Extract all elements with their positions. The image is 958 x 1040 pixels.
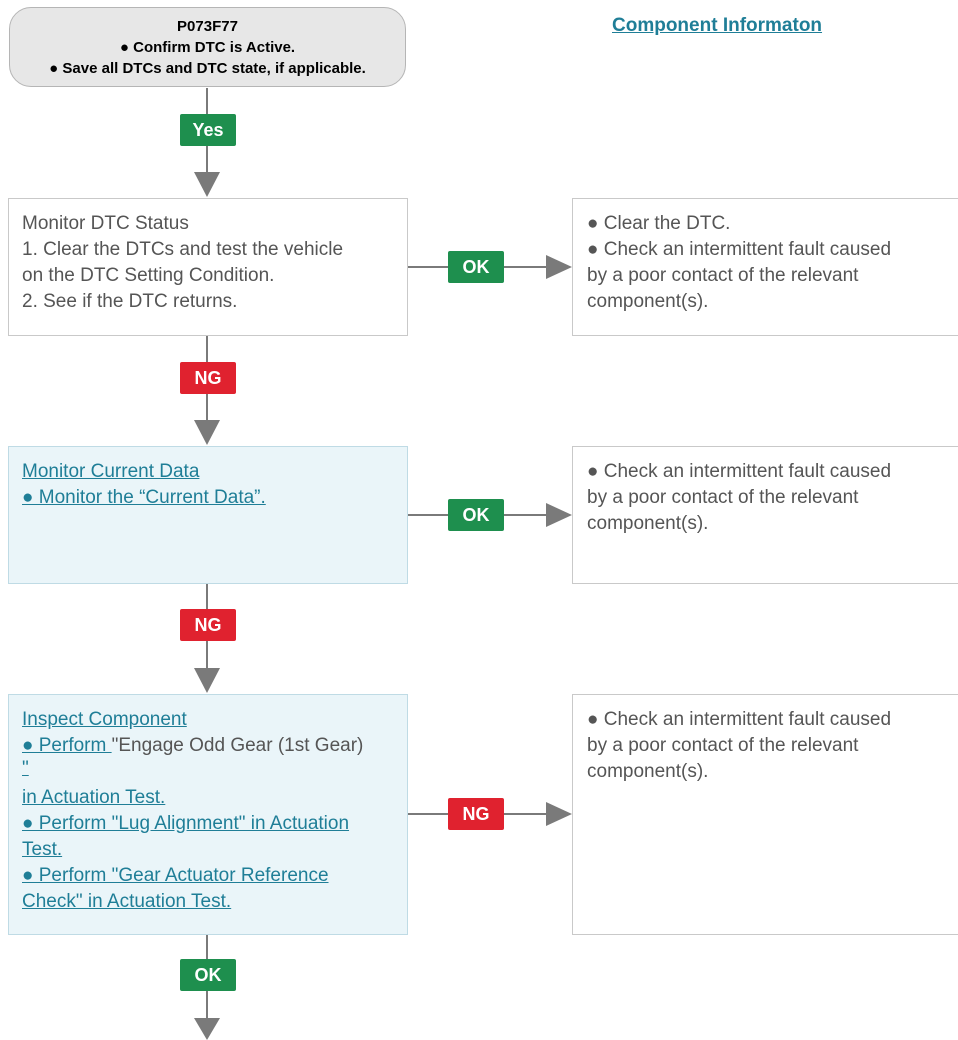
result-text: ● Check an intermittent fault caused [587, 709, 892, 730]
step-text: 1. Clear the DTCs and test the vehicle [22, 239, 344, 260]
start-line-2: ● Save all DTCs and DTC state, if applicable. [49, 60, 366, 77]
ng-badge: NG [180, 362, 236, 394]
step-text: 2. See if the DTC returns. [22, 291, 238, 312]
result-text: component(s). [587, 291, 709, 312]
monitor-current-data-link[interactable]: Monitor Current Data [22, 461, 200, 482]
ok-badge: OK [448, 499, 504, 531]
dtc-code: P073F77 [177, 18, 238, 35]
result-box [572, 694, 958, 935]
quote-link[interactable]: " [22, 758, 29, 779]
result-text: component(s). [587, 513, 709, 534]
result-box [572, 198, 958, 336]
inspect-component-link[interactable]: Inspect Component [22, 709, 187, 730]
step-text: on the DTC Setting Condition. [22, 265, 275, 286]
perform-lug-alignment-link[interactable]: ● Perform "Lug Alignment" in Actuation [22, 813, 350, 834]
result-text: by a poor contact of the relevant [587, 265, 859, 286]
step-inspect-component [8, 694, 408, 935]
result-text: by a poor contact of the relevant [587, 487, 859, 508]
result-text: component(s). [587, 761, 709, 782]
monitor-current-data-action-link[interactable]: ● Monitor the “Current Data”. [22, 487, 266, 508]
yes-badge: Yes [180, 114, 236, 146]
result-box [572, 446, 958, 584]
ng-badge: NG [180, 609, 236, 641]
engage-odd-gear-text: "Engage Odd Gear (1st Gear) [111, 735, 364, 756]
component-information-link[interactable]: Component Informaton [612, 15, 823, 36]
result-text: ● Check an intermittent fault caused [587, 461, 892, 482]
step-title: Monitor DTC Status [22, 213, 189, 234]
step-monitor-current-data [8, 446, 408, 584]
start-line-1: ● Confirm DTC is Active. [119, 39, 296, 56]
lug-alignment-test-link[interactable]: Test. [22, 839, 63, 860]
perform-engage-odd-gear-link[interactable]: ● Perform [22, 735, 112, 756]
perform-gear-actuator-link[interactable]: ● Perform "Gear Actuator Reference [22, 865, 329, 886]
ok-badge: OK [448, 251, 504, 283]
ng-badge: NG [448, 798, 504, 830]
step-monitor-dtc-status [8, 198, 408, 336]
gear-actuator-check-link[interactable]: Check" in Actuation Test. [22, 891, 232, 912]
result-text: ● Check an intermittent fault caused [587, 239, 892, 260]
ok-badge: OK [180, 959, 236, 991]
actuation-test-link[interactable]: in Actuation Test. [22, 787, 166, 808]
start-node [9, 7, 406, 87]
result-text: by a poor contact of the relevant [587, 735, 859, 756]
result-text: ● Clear the DTC. [587, 213, 731, 234]
